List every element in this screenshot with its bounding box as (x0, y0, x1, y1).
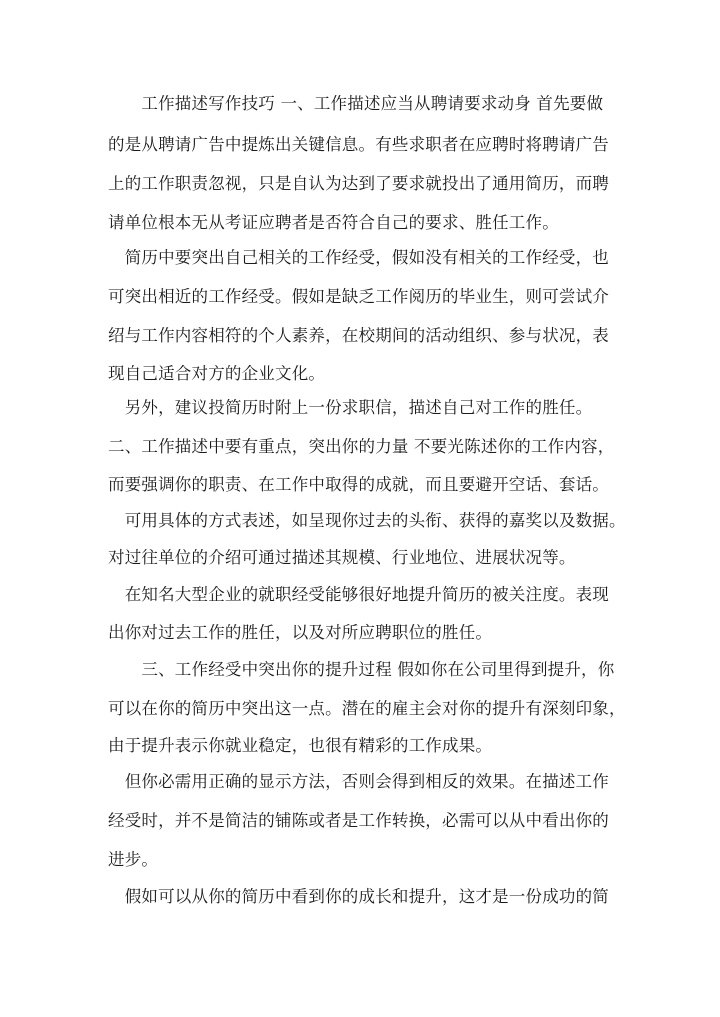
text-line: 二、工作描述中要有重点，突出你的力量 不要光陈述你的工作内容， (108, 437, 615, 456)
text-line: 由于提升表示你就业稳定，也很有精彩的工作成果。 (108, 736, 493, 755)
text-line: 可突出相近的工作经受。假如是缺乏工作阅历的毕业生，则可尝试介 (108, 287, 609, 306)
text-line: 对过往单位的介绍可通过描述其规模、行业地位、进展状况等。 (108, 548, 576, 567)
text-line: 简历中要突出自己相关的工作经受，假如没有相关的工作经受，也 (108, 248, 609, 267)
text-line: 上的工作职责忽视，只是自认为达到了要求就投出了通用简历，而聘 (108, 174, 609, 193)
text-line: 但你必需用正确的显示方法，否则会得到相反的效果。在描述工作 (108, 772, 609, 791)
text-line: 另外，建议投简历时附上一份求职信，描述自己对工作的胜任。 (108, 398, 593, 417)
text-line: 假如可以从你的简历中看到你的成长和提升，这才是一份成功的简 (108, 887, 609, 906)
text-line: 的是从聘请广告中提炼出关键信息。有些求职者在应聘时将聘请广告 (108, 135, 609, 154)
text-line: 在知名大型企业的就职经受能够很好地提升简历的被关注度。表现 (108, 585, 609, 604)
text-line: 绍与工作内容相符的个人素养，在校期间的活动组织、参与状况，表 (108, 326, 609, 345)
text-line: 进步。 (108, 850, 159, 869)
text-line: 出你对过去工作的胜任，以及对所应聘职位的胜任。 (108, 623, 493, 642)
text-line: 工作描述写作技巧 一、工作描述应当从聘请要求动身 首先要做 (108, 94, 604, 113)
text-line: 现自己适合对方的企业文化。 (108, 364, 326, 383)
text-line: 而要强调你的职责、在工作中取得的成就，而且要避开空话、套话。 (108, 475, 609, 494)
text-line: 三、工作经受中突出你的提升过程 假如你在公司里得到提升，你 (108, 660, 615, 679)
text-line: 可以在你的简历中突出这一点。潜在的雇主会对你的提升有深刻印象， (108, 699, 626, 718)
text-line: 请单位根本无从考证应聘者是否符合自己的要求、胜任工作。 (108, 213, 559, 232)
text-line: 经受时，并不是简洁的铺陈或者是工作转换，必需可以从中看出你的 (108, 811, 609, 830)
text-line: 可用具体的方式表述，如呈现你过去的头衔、获得的嘉奖以及数据。 (108, 511, 626, 530)
